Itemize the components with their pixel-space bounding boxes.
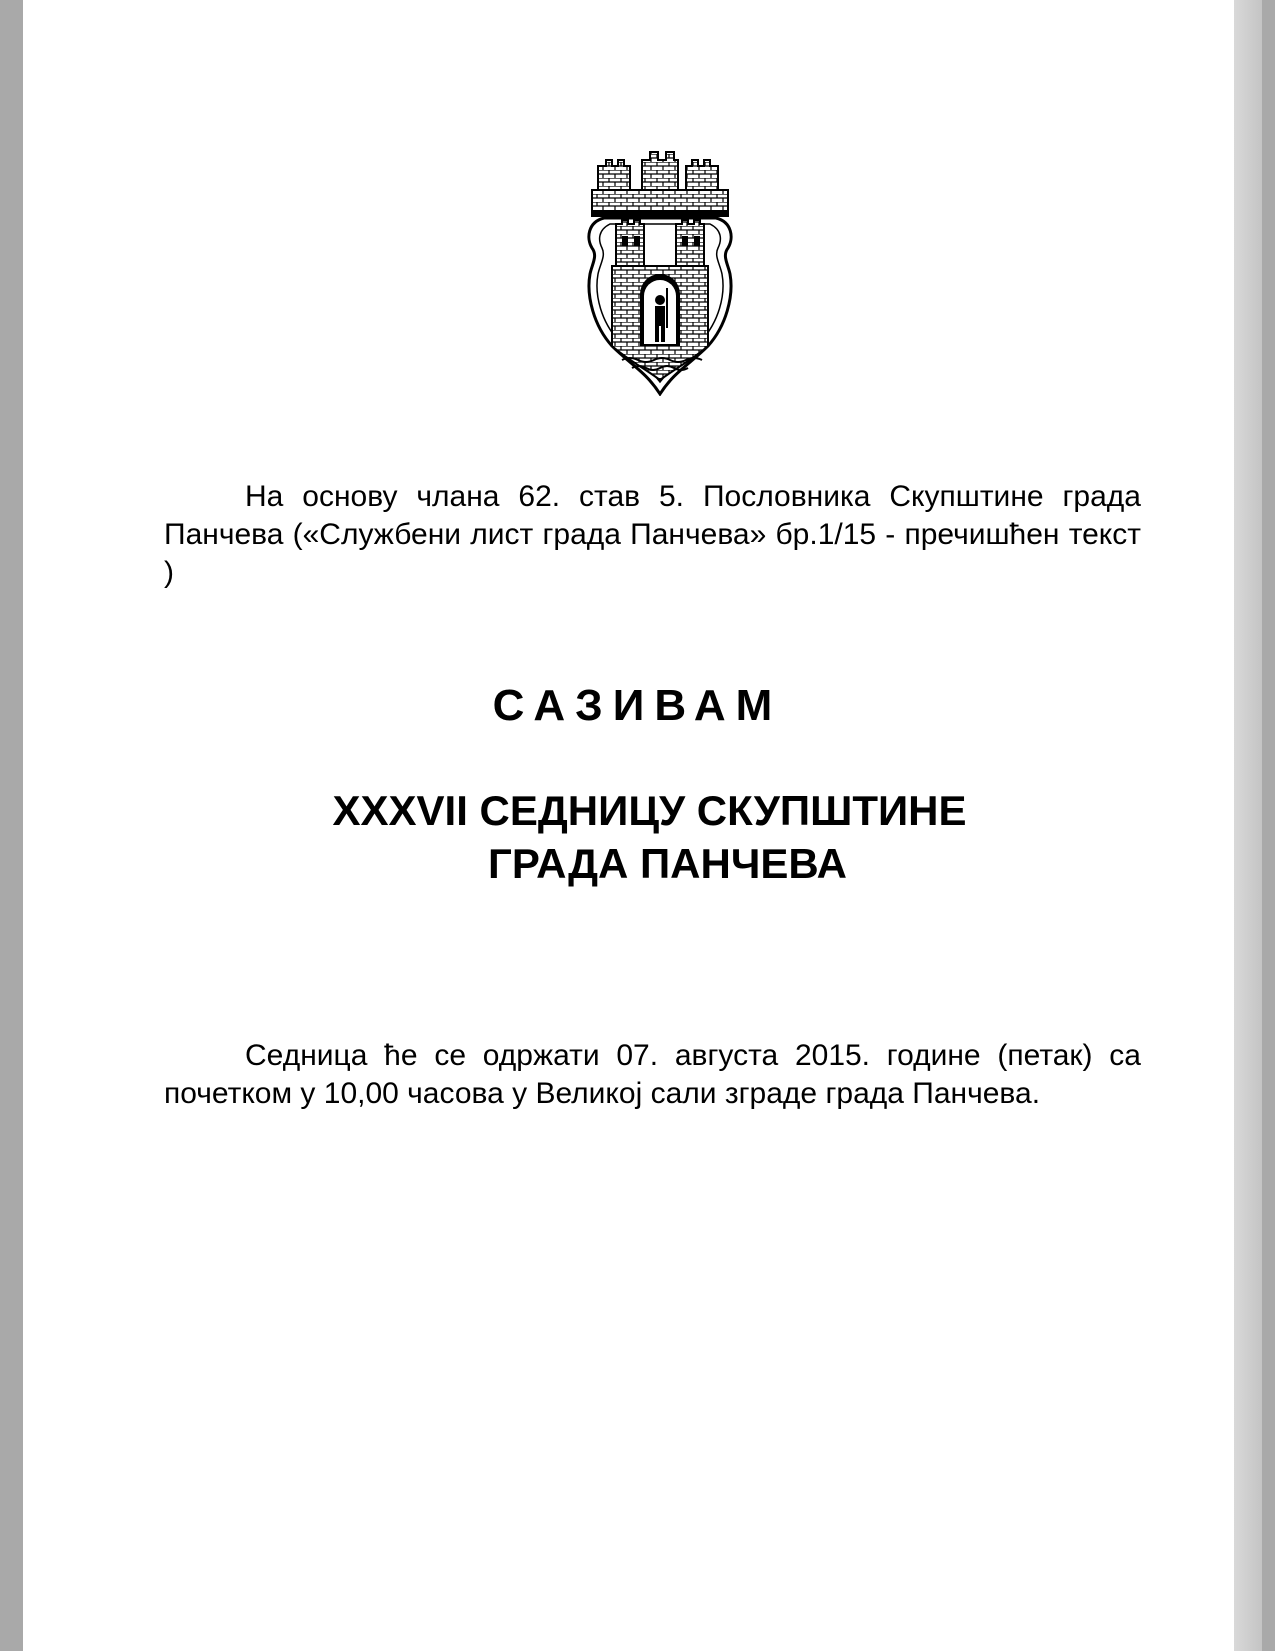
session-title-line-2: ГРАДА ПАНЧЕВА xyxy=(488,840,847,887)
convocation-heading: САЗИВАМ xyxy=(492,681,783,730)
session-details-text: Седница ће се одржати 07. августа 2015. године (петак) са почетком у 10,00 часова у Великој сали зграде града Панчева. xyxy=(164,1039,1141,1110)
intro-paragraph-text: На основу члана 62. став 5. Пословника Скупштине града Панчева («Службени лист града Панчева» бр.1/15 - пречишћен текст ) xyxy=(164,480,1141,589)
session-details-paragraph xyxy=(164,1037,1141,1113)
session-title-line-1: XXXVII СЕДНИЦУ СКУПШТИНЕ xyxy=(332,787,967,834)
intro-paragraph xyxy=(164,478,1141,592)
city-coat-of-arms-icon xyxy=(582,146,738,396)
